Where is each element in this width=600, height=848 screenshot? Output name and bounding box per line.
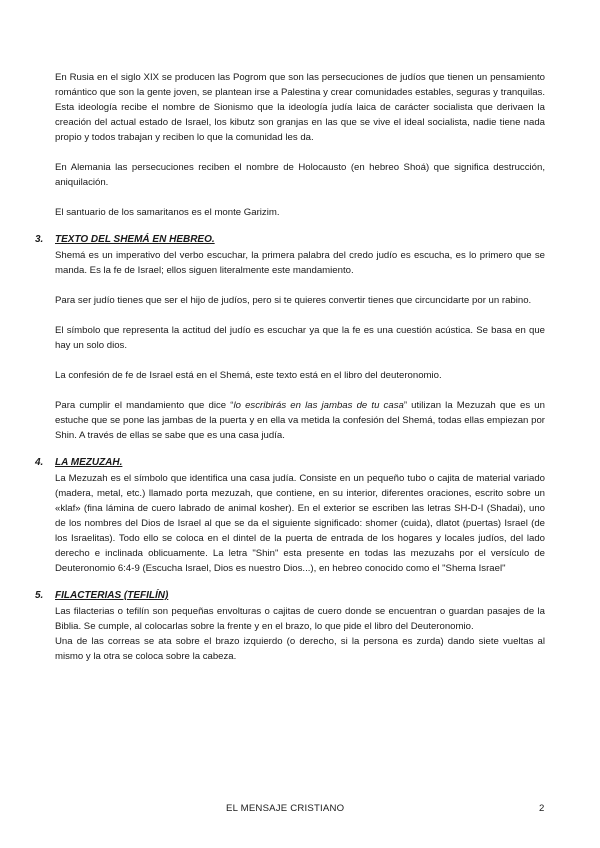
shema-paragraph-3: El símbolo que representa la actitud del judío es escuchar ya que la fe es una cuestión acústica. Se basa en que hay un solo dios.: [55, 325, 545, 351]
quote-trail-text: ” utilizan la Mezuzah que es un estuche que se pone las jambas de la puerta y en ella va metida la confesión del Shemá, todas ellas empiezan por Shin. A través de ellas se sabe que es una casa judía.: [55, 400, 545, 441]
section-shema: [35, 232, 545, 443]
shema-paragraph-1: Shemá es un imperativo del verbo escuchar, la primera palabra del credo judío es escucha, es lo primero que se manda. Es la fe de Israel; ellos siguen literalmente este mandamiento.: [55, 250, 545, 276]
section-heading: [35, 232, 545, 247]
filacterias-paragraph-1: Las filacterias o tefilín son pequeñas envolturas o cajitas de cuero donde se encuentran o guardan pasajes de la Biblia. Se cumple, al colocarlas sobre la frente y en el brazo, lo que pide el libro del Deuteronomio.: [55, 606, 545, 632]
quote-lead-text: Para cumplir el mandamiento que dice “: [55, 400, 234, 411]
section-number: 4.: [35, 457, 44, 468]
intro-paragraph-1: En Rusia en el siglo XIX se producen las Pogrom que son las persecuciones de judíos que tienen un pensamiento romántico que son la gente joven, se plantean irse a Palestina y crear comunidades estables, seguras y tranquilas. Esta ideología recibe el nombre de Sionismo que la ideología judía laica de carácter socialista que derivaen la creación del actual estado de Israel, los kibutz son granjas en las que se vive el ideal socialista, nadie tiene nada propio y todos trabajan y reciben lo que la comunidad les da.: [55, 72, 545, 143]
section-number: 3.: [35, 234, 44, 245]
section-filacterias: [35, 588, 545, 664]
quoted-commandment: lo escribirás en las jambas de tu casa: [233, 400, 404, 411]
section-title: FILACTERIAS (TEFILÍN): [55, 590, 169, 601]
shema-paragraph-2: Para ser judío tienes que ser el hijo de judíos, pero si te quieres convertir tienes que circuncidarte por un rabino.: [55, 295, 532, 306]
intro-paragraph-3: El santuario de los samaritanos es el monte Garizim.: [55, 207, 280, 218]
intro-paragraph-2: En Alemania las persecuciones reciben el nombre de Holocausto (en hebreo Shoá) que significa destrucción, aniquilación.: [55, 162, 545, 188]
section-body: [55, 604, 545, 664]
section-mezuzah: [35, 455, 545, 576]
page-footer: [0, 801, 600, 815]
filacterias-paragraph-2: Una de las correas se ata sobre el brazo izquierdo (o derecho, si la persona es zurda) dando siete vueltas al mismo y la otra se coloca sobre la cabeza.: [55, 636, 545, 662]
page-number: 2: [539, 803, 545, 814]
page-content: [35, 70, 545, 666]
shema-paragraph-5: [55, 398, 545, 443]
section-heading: [35, 455, 545, 470]
mezuzah-paragraph-1: La Mezuzah es el símbolo que identifica una casa judía. Consiste en un pequeño tubo o cajita de material variado (madera, metal, etc.) llamado porta mezuzah, que contiene, en su interior, diferentes oraciones, escrito sobre un «klaf» (fina lámina de cuero labrado de animal kosher). En el exterior se escriben las letras SH-D-I (Shadai), uno de los nombres del Dios de Israel al que se da el siguiente significado: shomer (cuida), dlatot (puertas) Israel (de los Israelitas). Todo ello se coloca en el dintel de la puerta de entrada de los hogares y locales judíos, del lado derecho e inclinada oblicuamente. La letra "Shin" esta presente en todas las mezuzahs por el versículo de Deuteronomio 6:4-9 (Escucha Israel, Dios es nuestro Dios...), en hebreo conocido como el "Shema Israel": [55, 473, 545, 574]
section-heading: [35, 588, 545, 603]
section-body: [55, 248, 545, 443]
section-number: 5.: [35, 590, 44, 601]
section-title: LA MEZUZAH.: [55, 457, 123, 468]
footer-title: EL MENSAJE CRISTIANO: [226, 803, 345, 814]
section-title: TEXTO DEL SHEMÁ EN HEBREO.: [55, 234, 215, 245]
shema-paragraph-4: La confesión de fe de Israel está en el Shemá, este texto está en el libro del deuteronomio.: [55, 370, 442, 381]
section-body: [55, 471, 545, 576]
